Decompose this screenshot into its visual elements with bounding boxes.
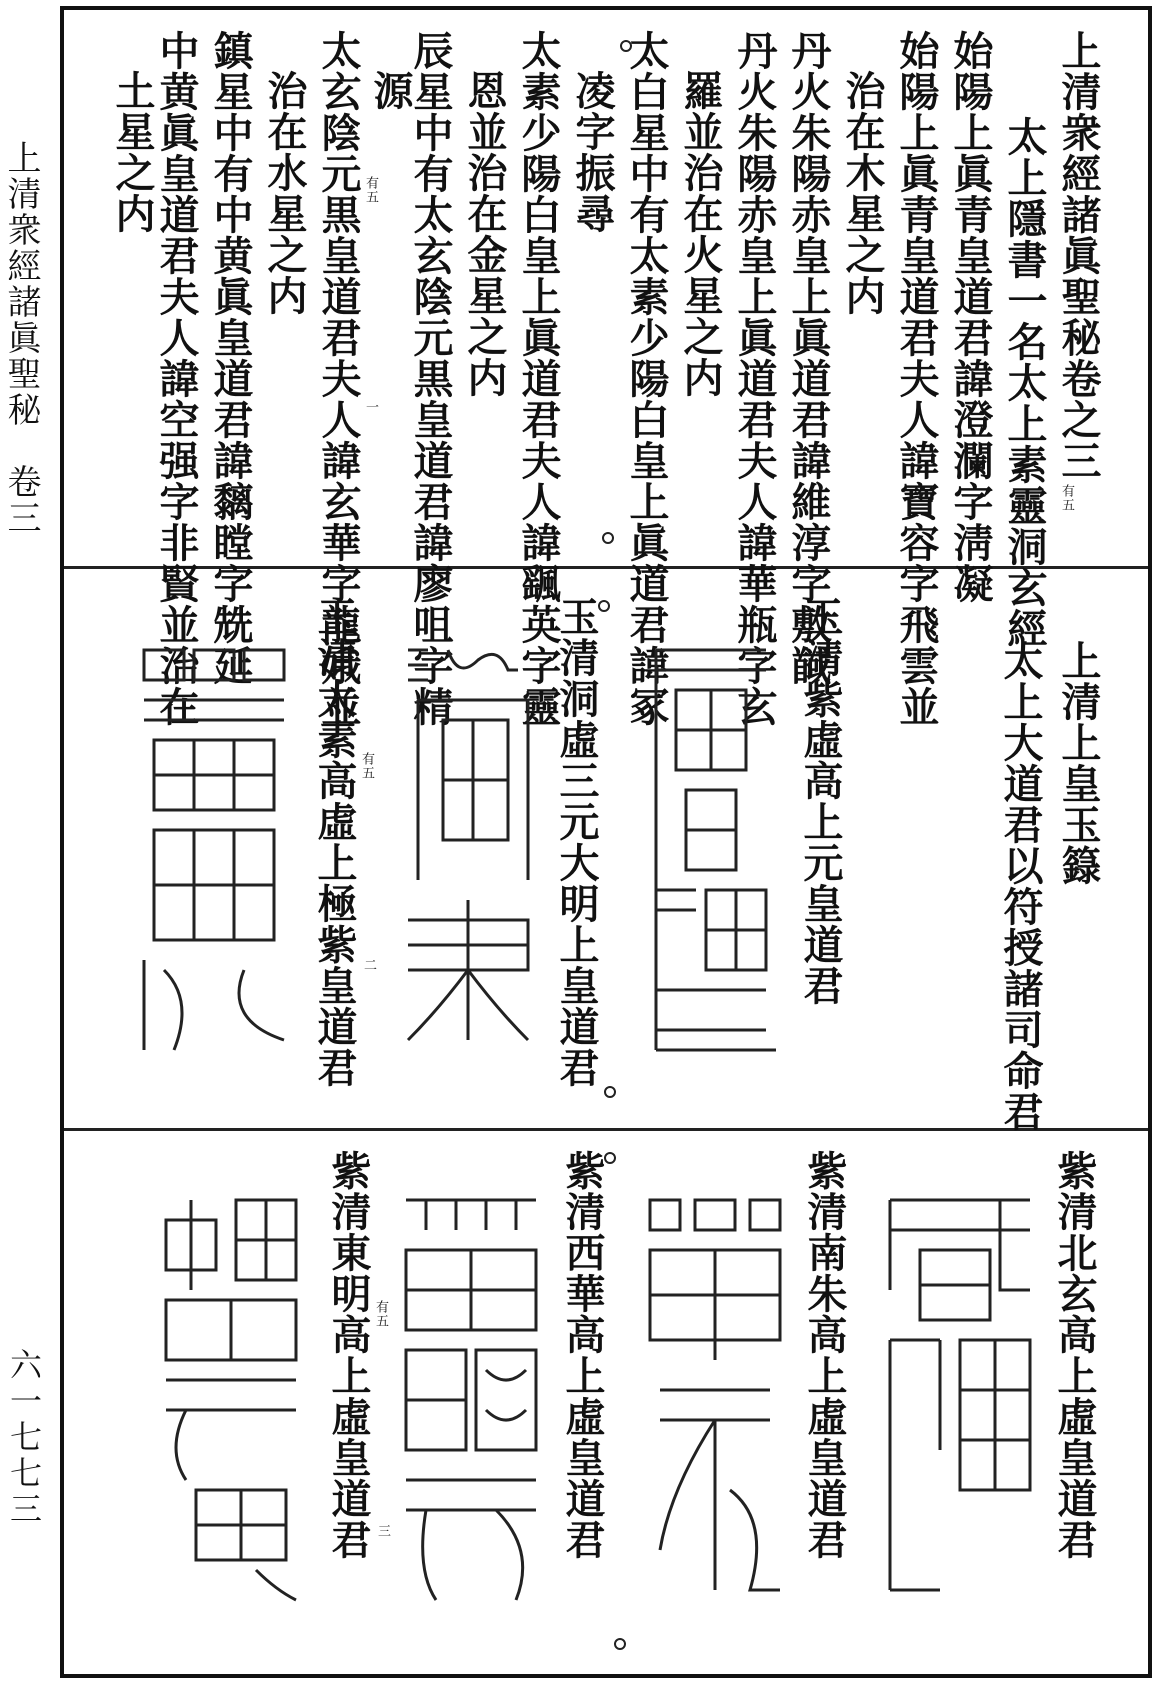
circle-mark [604, 1152, 616, 1164]
text-column: 丹火朱陽赤皇上眞道君諱維淳字敷馘 [785, 30, 832, 686]
margin-book-title: 上清衆經諸眞聖秘 卷三 [1, 140, 41, 536]
text-column: 始陽上眞青皇道君諱澄瀾字淸凝 [947, 30, 994, 604]
volume-heading: 上清衆經諸眞聖秘卷之三 [1055, 30, 1102, 481]
circle-mark [614, 1638, 626, 1650]
text-column: 太上隱書一名太上素靈洞玄經 [1001, 116, 1048, 649]
section-heading: 上清上皇玉籙 [1055, 640, 1102, 886]
circle-mark [602, 532, 614, 544]
text-column: 辰星中有太玄陰元黒皇道君諱廖咀字精 [407, 30, 454, 727]
talisman-glyph [640, 1190, 790, 1610]
margin-page-number: 六一七七三 [5, 1348, 43, 1528]
text-column: 丹火朱陽赤皇上眞道君夫人諱華瓶字玄 [731, 30, 778, 727]
talisman-caption: 玉清洞虛三元大明上皇道君 [553, 596, 600, 1088]
section-divider-2 [64, 1128, 1148, 1131]
marginal-note: 有五 [359, 752, 374, 780]
talisman-glyph [134, 640, 294, 1060]
talisman-caption: 紫清北玄高上虛皇道君 [1051, 1150, 1098, 1560]
text-column: 羅並治在火星之内 [677, 70, 724, 398]
talisman-caption: 紫清東明高上虛皇道君 [325, 1150, 372, 1560]
talisman-glyph [398, 640, 548, 1060]
text-column: 太白星中有太素少陽白皇上眞道君諱冢 [623, 30, 670, 727]
text-column: 太素少陽白皇上眞道君夫人諱颻英字靈 [515, 30, 562, 727]
text-column: 中黄眞皇道君夫人諱空强字非賢並治在 [153, 30, 200, 727]
marginal-note: 二 [361, 958, 376, 972]
talisman-caption: 玉清太素高虛上極紫皇道君 [311, 596, 358, 1088]
marginal-note: 有五 [373, 1300, 388, 1328]
circle-mark [604, 1086, 616, 1098]
talisman-glyph [156, 1190, 306, 1610]
talisman-glyph [880, 1190, 1040, 1610]
marginal-note: 有五 [1059, 484, 1074, 512]
marginal-note: 一 [363, 400, 378, 414]
text-column: 鎮星中有中黄眞皇道君諱黐瞠字兟延 [207, 30, 254, 686]
text-column: 土星之内 [109, 70, 156, 234]
circle-mark [598, 600, 610, 612]
text-column: 始陽上眞青皇道君夫人諱寶容字飛雲並 [893, 30, 940, 727]
talisman-glyph [636, 640, 786, 1060]
marginal-note: 有五 [363, 176, 378, 204]
text-column: 太上大道君以符授諸司命君 [997, 640, 1044, 1132]
text-column: 凌字振尋 [569, 70, 616, 234]
text-column: 源 [367, 70, 414, 111]
marginal-note: 三 [375, 1524, 390, 1538]
text-column: 治在木星之内 [839, 70, 886, 316]
talisman-glyph [396, 1190, 546, 1610]
talisman-caption: 紫清西華高上虛皇道君 [559, 1150, 606, 1560]
circle-mark [620, 40, 632, 52]
talisman-caption: 紫清南朱高上虛皇道君 [801, 1150, 848, 1560]
text-column: 太玄陰元黒皇道君夫人諱玄華字龍娥並 [315, 30, 362, 727]
talisman-caption: 玉清紫虛高上元皇道君 [797, 596, 844, 1006]
text-column: 恩並治在金星之内 [461, 70, 508, 398]
text-column: 治在水星之内 [261, 70, 308, 316]
